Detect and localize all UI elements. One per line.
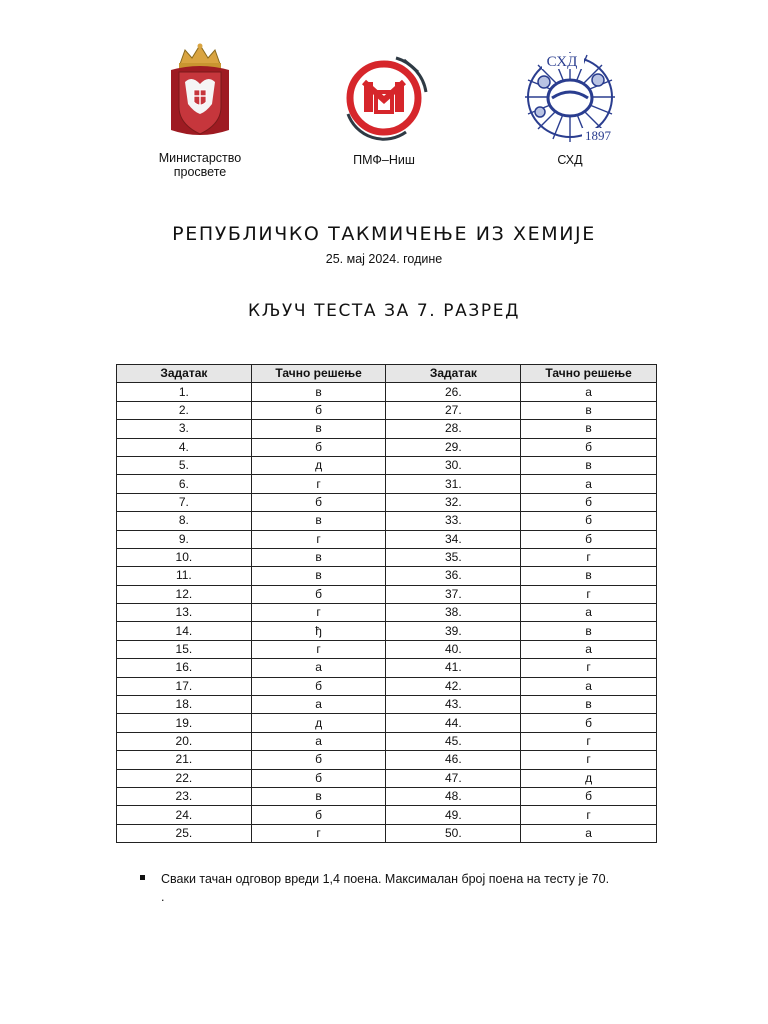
table-row <box>117 585 657 603</box>
task-number-cell: 25. <box>117 824 252 842</box>
pmf-nis-logo-icon <box>334 52 434 144</box>
task-number-cell: 50. <box>386 824 521 842</box>
table-row <box>117 456 657 474</box>
task-number-cell: 31. <box>386 475 521 493</box>
table-row <box>117 604 657 622</box>
task-number-cell: 39. <box>386 622 521 640</box>
answer-cell: г <box>251 604 386 622</box>
answer-cell: г <box>521 751 657 769</box>
task-number-cell: 8. <box>117 512 252 530</box>
page-title: РЕПУБЛИЧКО ТАКМИЧЕЊЕ ИЗ ХЕМИЈЕ <box>172 223 596 245</box>
table-row <box>117 806 657 824</box>
answer-cell: г <box>521 732 657 750</box>
task-number-cell: 22. <box>117 769 252 787</box>
table-row <box>117 530 657 548</box>
task-number-cell: 48. <box>386 787 521 805</box>
answer-cell: б <box>251 677 386 695</box>
answer-cell: в <box>251 787 386 805</box>
answer-cell: г <box>251 530 386 548</box>
ministry-logo-block <box>140 42 260 179</box>
task-number-cell: 6. <box>117 475 252 493</box>
task-number-cell: 47. <box>386 769 521 787</box>
task-number-cell: 30. <box>386 456 521 474</box>
task-number-cell: 34. <box>386 530 521 548</box>
task-number-cell: 19. <box>117 714 252 732</box>
bullet-icon <box>140 875 145 880</box>
header-answer: Тачно решење <box>521 365 657 383</box>
table-row <box>117 475 657 493</box>
answer-cell: в <box>521 456 657 474</box>
task-number-cell: 18. <box>117 696 252 714</box>
answer-cell: г <box>521 585 657 603</box>
answer-cell: в <box>251 567 386 585</box>
answer-cell: б <box>521 530 657 548</box>
task-number-cell: 43. <box>386 696 521 714</box>
answer-cell: а <box>521 677 657 695</box>
answer-cell: в <box>521 696 657 714</box>
task-number-cell: 2. <box>117 401 252 419</box>
table-row <box>117 787 657 805</box>
table-row <box>117 751 657 769</box>
answer-cell: б <box>521 438 657 456</box>
task-number-cell: 42. <box>386 677 521 695</box>
table-row <box>117 659 657 677</box>
answer-cell: в <box>251 383 386 401</box>
header-task: Задатак <box>117 365 252 383</box>
task-number-cell: 23. <box>117 787 252 805</box>
task-number-cell: 32. <box>386 493 521 511</box>
table-row <box>117 548 657 566</box>
task-number-cell: 35. <box>386 548 521 566</box>
task-number-cell: 13. <box>117 604 252 622</box>
shd-logo-block <box>505 50 635 167</box>
pmf-caption: ПМФ–Ниш <box>353 153 415 167</box>
task-number-cell: 36. <box>386 567 521 585</box>
answer-cell: а <box>521 383 657 401</box>
task-number-cell: 41. <box>386 659 521 677</box>
answer-cell: ђ <box>251 622 386 640</box>
table-row <box>117 640 657 658</box>
task-number-cell: 33. <box>386 512 521 530</box>
answer-cell: д <box>251 714 386 732</box>
task-number-cell: 5. <box>117 456 252 474</box>
answer-cell: в <box>251 512 386 530</box>
answer-cell: б <box>251 438 386 456</box>
answer-cell: г <box>521 806 657 824</box>
task-number-cell: 40. <box>386 640 521 658</box>
answer-cell: в <box>521 567 657 585</box>
table-row <box>117 677 657 695</box>
answer-cell: а <box>251 732 386 750</box>
answer-cell: г <box>251 824 386 842</box>
note-text: Сваки тачан одговор вреди 1,4 поена. Максималан број поена на тесту је 70. <box>161 872 610 886</box>
task-number-cell: 1. <box>117 383 252 401</box>
answer-cell: д <box>251 456 386 474</box>
task-number-cell: 38. <box>386 604 521 622</box>
answer-cell: б <box>251 585 386 603</box>
task-number-cell: 7. <box>117 493 252 511</box>
table-row <box>117 824 657 842</box>
shd-logo-icon <box>520 50 620 144</box>
answer-cell: а <box>521 475 657 493</box>
answer-cell: г <box>251 475 386 493</box>
answer-key-table <box>116 364 657 843</box>
task-number-cell: 3. <box>117 420 252 438</box>
answer-cell: а <box>521 604 657 622</box>
task-number-cell: 27. <box>386 401 521 419</box>
answer-cell: б <box>251 401 386 419</box>
answer-cell: б <box>521 512 657 530</box>
answer-cell: б <box>251 493 386 511</box>
task-number-cell: 28. <box>386 420 521 438</box>
table-row <box>117 769 657 787</box>
table-row <box>117 714 657 732</box>
ministry-caption: Министарство просвете <box>158 151 242 179</box>
task-number-cell: 44. <box>386 714 521 732</box>
answer-cell: б <box>251 769 386 787</box>
note-trailing: . <box>161 890 165 904</box>
answer-cell: б <box>521 493 657 511</box>
task-number-cell: 37. <box>386 585 521 603</box>
answer-cell: г <box>521 548 657 566</box>
table-body <box>117 383 657 843</box>
answer-cell: а <box>521 640 657 658</box>
table-row <box>117 567 657 585</box>
date-line: 25. мај 2024. године <box>325 252 443 266</box>
table-row <box>117 493 657 511</box>
answer-cell: б <box>521 787 657 805</box>
task-number-cell: 26. <box>386 383 521 401</box>
answer-cell: в <box>251 548 386 566</box>
task-number-cell: 46. <box>386 751 521 769</box>
answer-cell: в <box>521 420 657 438</box>
answer-cell: а <box>251 696 386 714</box>
answer-cell: б <box>521 714 657 732</box>
table-row <box>117 438 657 456</box>
answer-cell: а <box>521 824 657 842</box>
task-number-cell: 9. <box>117 530 252 548</box>
task-number-cell: 20. <box>117 732 252 750</box>
answer-cell: г <box>521 659 657 677</box>
table-row <box>117 732 657 750</box>
answer-cell: в <box>521 622 657 640</box>
list-item <box>140 870 609 888</box>
task-number-cell: 29. <box>386 438 521 456</box>
section-title: КЉУЧ ТЕСТА ЗА 7. РАЗРЕД <box>248 301 520 321</box>
note-list <box>140 870 609 906</box>
answer-cell: в <box>521 401 657 419</box>
answer-cell: б <box>251 751 386 769</box>
task-number-cell: 49. <box>386 806 521 824</box>
table-row <box>117 696 657 714</box>
table-row <box>117 622 657 640</box>
task-number-cell: 45. <box>386 732 521 750</box>
answer-cell: д <box>521 769 657 787</box>
serbia-coat-of-arms-icon <box>165 42 235 142</box>
table-row <box>117 383 657 401</box>
header-answer: Тачно решење <box>251 365 386 383</box>
table-row <box>117 401 657 419</box>
task-number-cell: 10. <box>117 548 252 566</box>
answer-cell: б <box>251 806 386 824</box>
table-header-row <box>117 365 657 383</box>
task-number-cell: 17. <box>117 677 252 695</box>
task-number-cell: 15. <box>117 640 252 658</box>
task-number-cell: 4. <box>117 438 252 456</box>
answer-cell: а <box>251 659 386 677</box>
table-row <box>117 420 657 438</box>
task-number-cell: 24. <box>117 806 252 824</box>
table-row <box>117 512 657 530</box>
shd-caption: СХД <box>557 153 583 167</box>
svg-text:1897: 1897 <box>585 128 611 143</box>
task-number-cell: 21. <box>117 751 252 769</box>
answer-cell: в <box>251 420 386 438</box>
answer-cell: г <box>251 640 386 658</box>
pmf-logo-block <box>318 52 450 167</box>
header-task: Задатак <box>386 365 521 383</box>
task-number-cell: 11. <box>117 567 252 585</box>
task-number-cell: 16. <box>117 659 252 677</box>
svg-text:СХД: СХД <box>546 54 578 70</box>
task-number-cell: 14. <box>117 622 252 640</box>
task-number-cell: 12. <box>117 585 252 603</box>
